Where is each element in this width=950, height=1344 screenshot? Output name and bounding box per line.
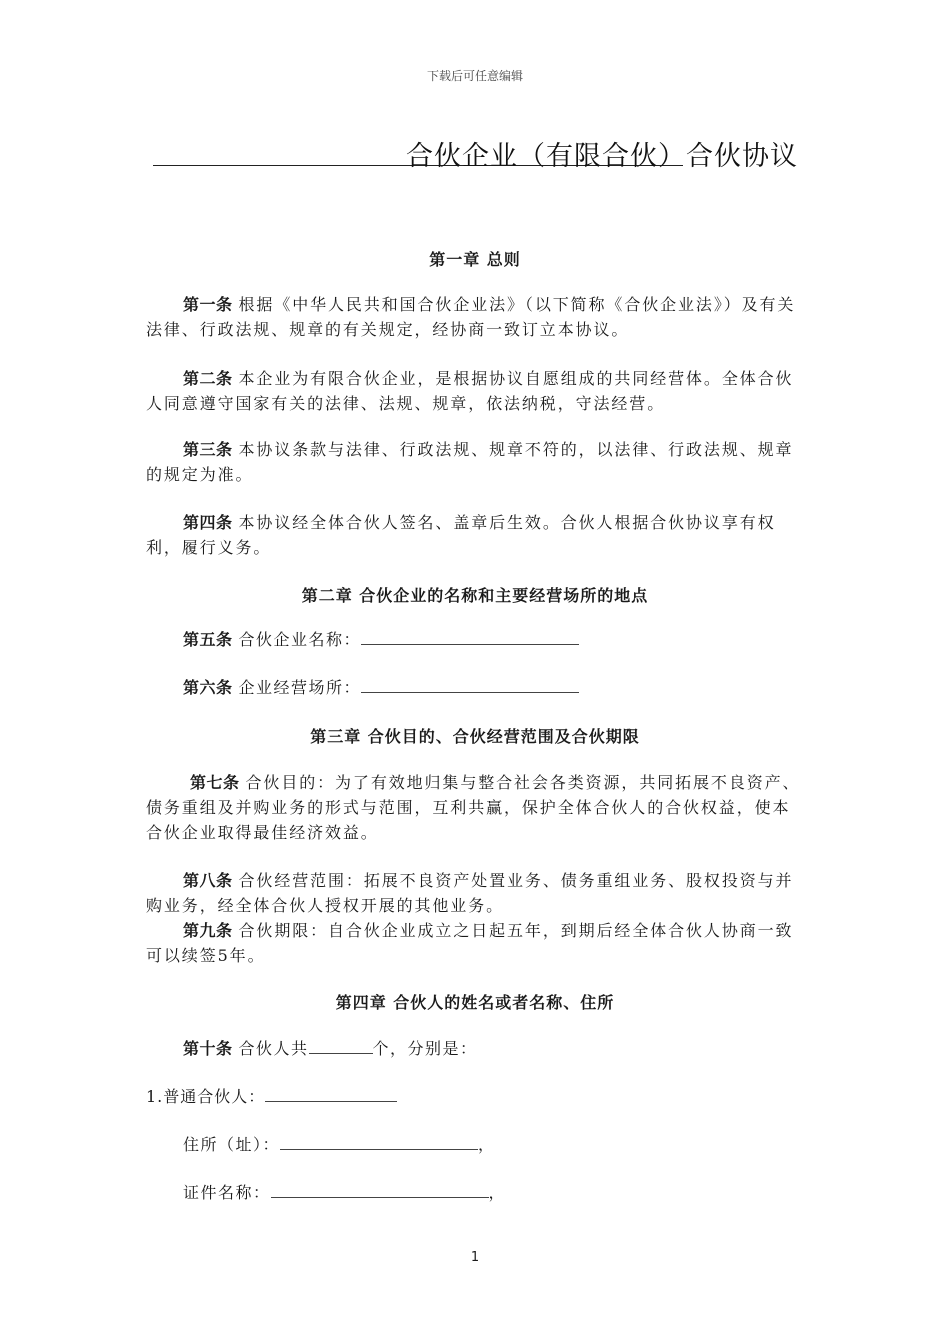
article-label: 第一条 <box>183 295 233 314</box>
article-5 <box>183 628 579 651</box>
document-title-block <box>153 134 813 170</box>
article-text: 根据《中华人民共和国合伙企业法》（以下简称《合伙企业法》）及有关法律、行政法规、规章的有关规定，经协商一致订立本协议。 <box>146 295 796 339</box>
article-label: 第六条 <box>183 678 233 697</box>
partner-count-blank[interactable] <box>309 1037 373 1054</box>
article-label: 第十条 <box>183 1039 233 1058</box>
article-label: 第四条 <box>183 513 233 532</box>
article-9 <box>146 918 806 968</box>
article-8 <box>146 868 806 918</box>
article-text: 企业经营场所： <box>238 678 362 697</box>
id-name-line <box>183 1181 506 1204</box>
article-text: 合伙企业名称： <box>238 630 362 649</box>
fill-in-blank[interactable] <box>361 628 579 645</box>
id-name-label: 证件名称： <box>183 1183 271 1202</box>
chapter-1-heading: 第一章 总则 <box>429 250 521 269</box>
address-blank[interactable] <box>280 1133 478 1150</box>
chapter-4-heading: 第四章 合伙人的姓名或者名称、住所 <box>335 993 615 1012</box>
id-name-comma: ， <box>488 1183 507 1202</box>
article-3 <box>146 437 806 487</box>
article-label: 第九条 <box>183 921 233 940</box>
id-name-blank[interactable] <box>271 1181 489 1198</box>
article-label: 第七条 <box>190 773 240 792</box>
article-label: 第三条 <box>183 440 233 459</box>
article-text: 合伙目的：为了有效地归集与整合社会各类资源，共同拓展不良资产、债务重组及并购业务的形式与范围，互利共赢，保护全体合伙人的合伙权益，使本合伙企业取得最佳经济效益。 <box>146 773 801 842</box>
article-10 <box>183 1037 478 1060</box>
chapter-2-heading: 第二章 合伙企业的名称和主要经营场所的地点 <box>301 586 649 605</box>
article-1 <box>146 292 806 342</box>
page-number: 1 <box>470 1250 480 1265</box>
address-label: 住所（址）： <box>183 1135 281 1154</box>
article-text-before: 合伙人共 <box>238 1039 309 1058</box>
general-partner-label: 1.普通合伙人： <box>146 1087 266 1106</box>
fill-in-blank[interactable] <box>361 676 579 693</box>
page-header-note: 下载后可任意编辑 <box>426 69 523 83</box>
article-label: 第二条 <box>183 369 233 388</box>
article-text: 本企业为有限合伙企业，是根据协议自愿组成的共同经营体。全体合伙人同意遵守国家有关的法律、法规、规章，依法纳税，守法经营。 <box>146 369 794 413</box>
general-partner-line <box>146 1085 397 1108</box>
article-label: 第五条 <box>183 630 233 649</box>
address-line <box>183 1133 496 1156</box>
document-title: 合伙企业（有限合伙）合伙协议 <box>406 141 798 172</box>
article-text-after: 个，分别是： <box>372 1039 478 1058</box>
article-6 <box>183 676 579 699</box>
general-partner-blank[interactable] <box>265 1085 397 1102</box>
article-2 <box>146 366 806 416</box>
article-text: 合伙期限：自合伙企业成立之日起五年，到期后经全体合伙人协商一致可以续签5年。 <box>146 921 794 965</box>
article-label: 第八条 <box>183 871 233 890</box>
article-text: 本协议条款与法律、行政法规、规章不符的，以法律、行政法规、规章的规定为准。 <box>146 440 794 484</box>
article-text: 本协议经全体合伙人签名、盖章后生效。合伙人根据合伙协议享有权利，履行义务。 <box>146 513 776 557</box>
chapter-3-heading: 第三章 合伙目的、合伙经营范围及合伙期限 <box>310 727 640 746</box>
article-text: 合伙经营范围：拓展不良资产处置业务、债务重组业务、股权投资与并购业务，经全体合伙人授权开展的其他业务。 <box>146 871 794 915</box>
address-comma: ， <box>478 1135 496 1154</box>
article-7 <box>146 770 806 845</box>
article-4 <box>146 510 806 560</box>
